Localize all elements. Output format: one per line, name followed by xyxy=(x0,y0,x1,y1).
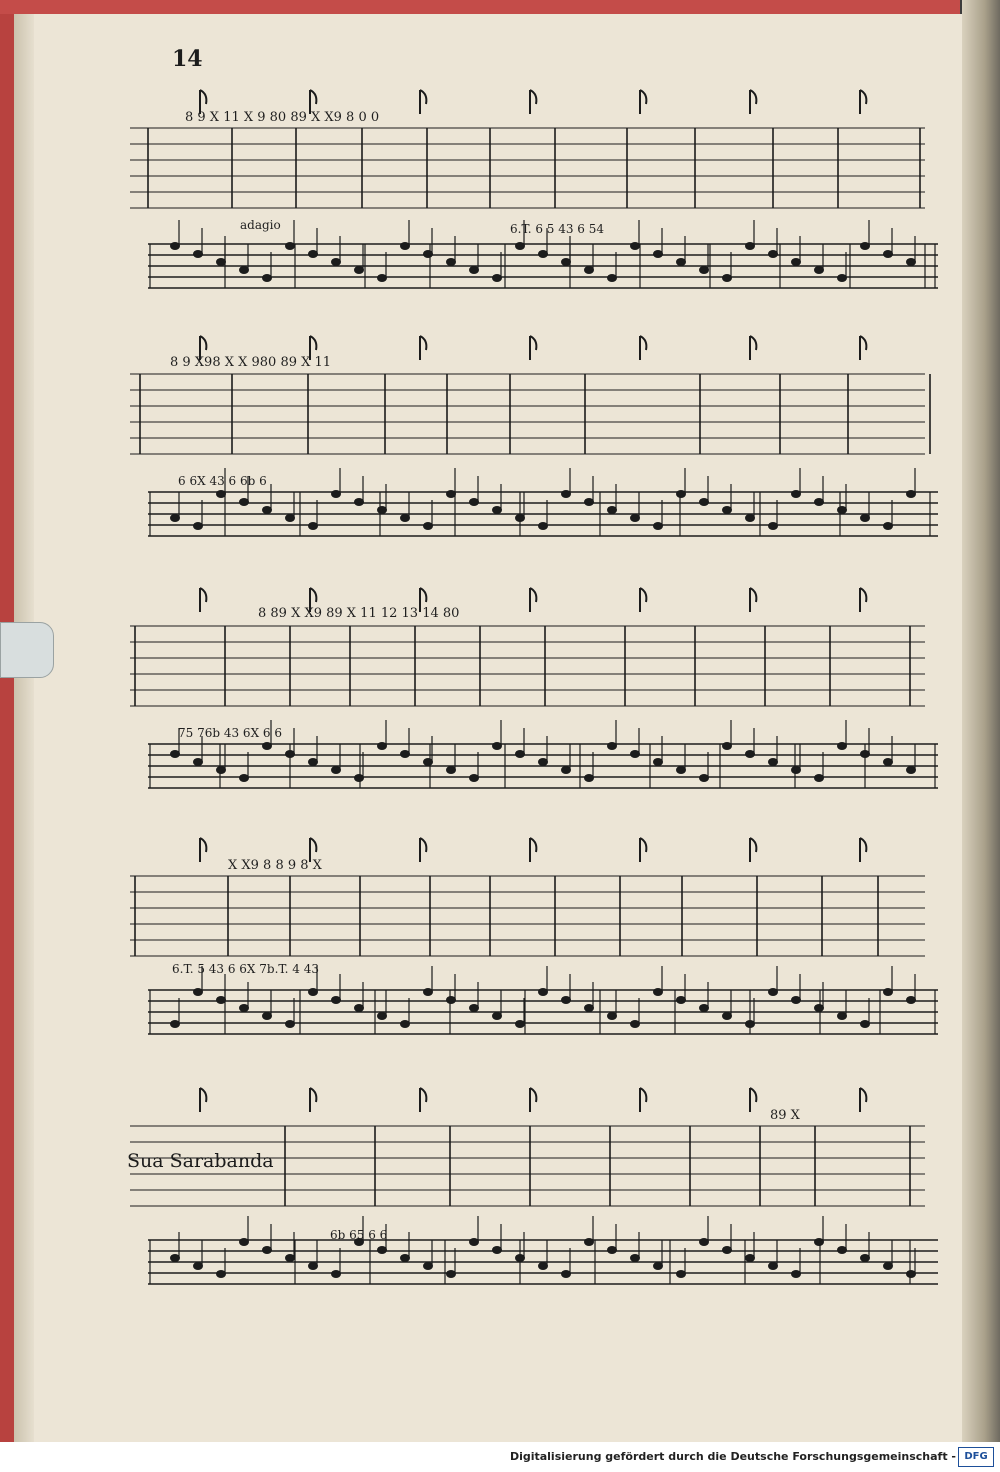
tempo-marking: adagio xyxy=(240,218,281,232)
system-5-tab-top-row: 89 X xyxy=(770,1108,800,1123)
system-3-tab-top-row: 8 89 X X9 89 X 11 12 13 14 80 xyxy=(258,606,460,621)
system-3-figures: 75 76b 43 6X 6 6 xyxy=(178,726,283,740)
piece-title: Sua Sarabanda xyxy=(127,1150,274,1172)
system-1-figures: 6.T. 6 5 43 6 54 xyxy=(510,222,605,236)
system-4-figures: 6.T. 5 43 6 6X 7b.T. 4 43 xyxy=(172,962,320,976)
page-number: 14 xyxy=(172,46,203,72)
system-1-tab-top-row: 8 9 X 11 X 9 80 89 X X9 8 0 0 xyxy=(185,110,380,125)
system-5-figures: 6b 65 6 6 xyxy=(330,1228,388,1242)
system-4-tab-top-row: X X9 8 8 9 8 X xyxy=(228,858,322,873)
system-2-tab-top-row: 8 9 X98 X X 980 89 X 11 xyxy=(170,355,332,370)
footer-credit: Digitalisierung gefördert durch die Deutsche Forschungsgemeinschaft - xyxy=(509,1450,956,1463)
system-2-figures: 6 6X 43 6 6b 6 xyxy=(178,474,267,488)
dfg-logo: DFG xyxy=(958,1447,994,1467)
